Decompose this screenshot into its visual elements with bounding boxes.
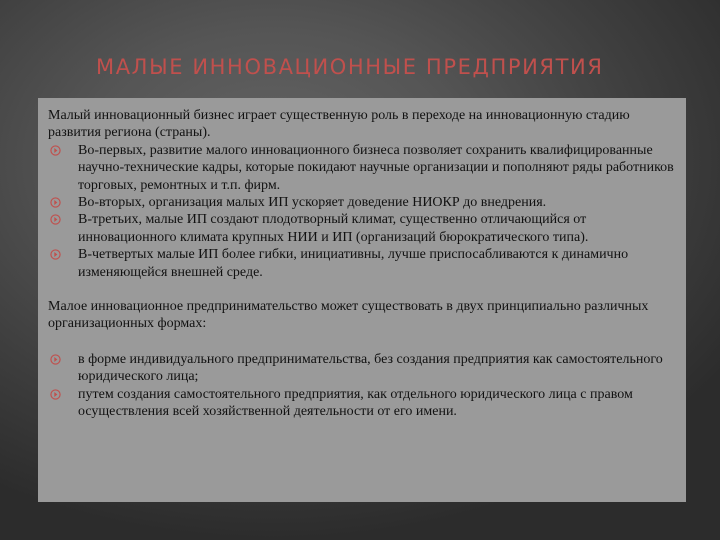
forms-list (48, 351, 674, 421)
circled-arrow-icon (50, 197, 61, 208)
list-item (48, 386, 674, 421)
intro-paragraph: Малый инновационный бизнес играет существенную роль в переходе на инновационную стадию развития региона (страны). (48, 108, 630, 141)
circled-arrow-icon (50, 249, 61, 260)
list-item (48, 351, 674, 386)
slide-title: МАЛЫЕ ИННОВАЦИОННЫЕ ПРЕДПРИЯТИЯ (96, 55, 604, 79)
list-item (48, 142, 674, 194)
list-item-text: Во-первых, развитие малого инновационного бизнеса позволяет сохранить квалифицированные научно-технические кадры, которые покидают научные организации и пополняют ряды работников торговых, ремонтных и т.п. фирм. (78, 142, 674, 193)
list-item (48, 194, 674, 211)
list-item-text: В-четвертых малые ИП более гибки, инициативны, лучше приспосабливаются к динамично изменяющейся внешней среде. (78, 247, 629, 280)
advantages-list (48, 142, 674, 281)
forms-intro-paragraph: Малое инновационное предпринимательство может существовать в двух принципиально различных организационных формах: (48, 299, 649, 332)
content-panel (38, 98, 686, 502)
circled-arrow-icon (50, 389, 61, 400)
list-item-text: путем создания самостоятельного предприятия, как отдельного юридического лица с правом осуществления всей хозяйственной деятельности от его имени. (78, 386, 633, 420)
circled-arrow-icon (50, 354, 61, 365)
circled-arrow-icon (50, 145, 61, 156)
list-item (48, 246, 674, 281)
list-item-text: в форме индивидуального предпринимательства, без создания предприятия как самостоятельного юридического лица; (78, 351, 663, 385)
list-item-text: В-третьих, малые ИП создают плодотворный климат, существенно отличающийся от инновационного климата крупных НИИ и ИП (организаций бюрократического типа). (78, 212, 589, 245)
list-item (48, 211, 674, 246)
circled-arrow-icon (50, 214, 61, 225)
list-item-text: Во-вторых, организация малых ИП ускоряет доведение НИОКР до внедрения. (78, 195, 547, 211)
